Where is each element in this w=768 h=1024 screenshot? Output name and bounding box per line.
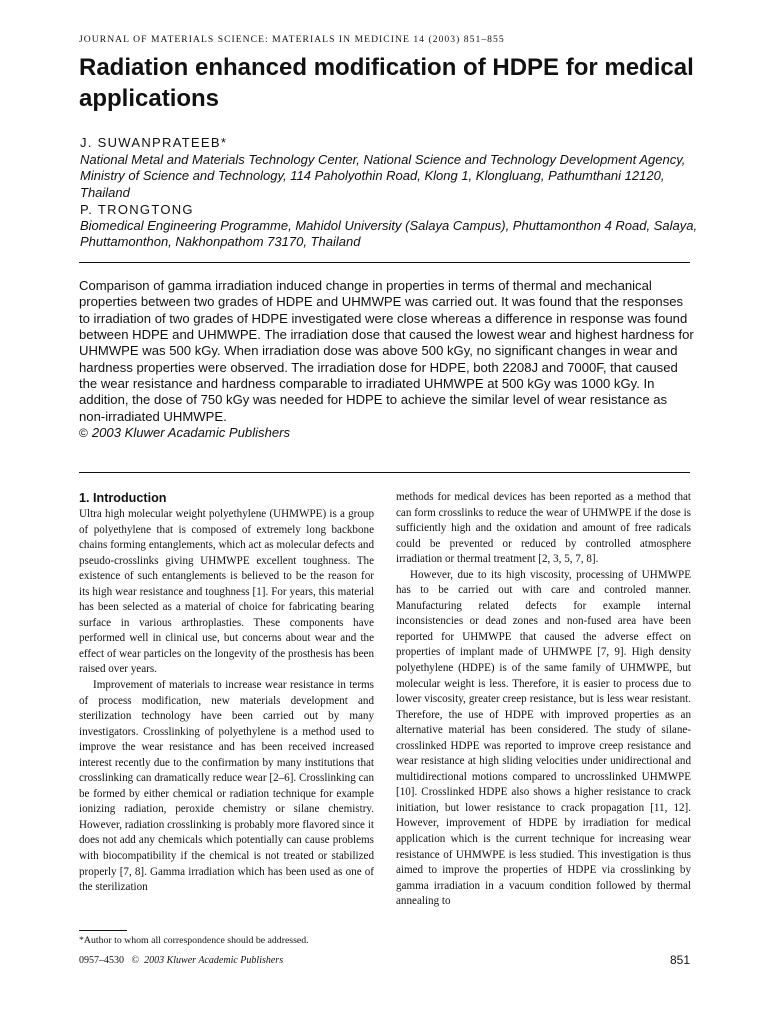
abstract-copyright-text: 2003 Kluwer Acadamic Publishers xyxy=(91,425,291,441)
footnote-rule xyxy=(79,930,127,931)
abstract-bottom-rule xyxy=(79,472,690,473)
abstract-text: Comparison of gamma irradiation induced change in properties in terms of thermal and mechanical properties between two grades of HDPE and UHMWPE was carried out. It was found that the responses to irradiation of two grades of HDPE investigated were close whereas a difference in response was found between HDPE and UHMWPE. The irradiation dose that caused the lowest wear and highest hardness for UHMWPE was 500 kGy. When irradiation dose was above 500 kGy, no significant changes in wear and hardness properties were observed. The irradiation dose for HDPE, both 2208J and 7000F, that caused the wear resistance and hardness comparable to irradiated UHMWPE at 500 kGy was 1000 kGy. In addition, the dose of 750 kGy was needed for HDPE to achieve the similar level of wear resistance as non-irradiated UHMWPE. xyxy=(79,278,694,424)
author-affiliation: Biomedical Engineering Programme, Mahidol University (Salaya Campus), Phuttamonthon 4 Road, Salaya, Phuttamonthon, Nakhonpathom 73170, Thailand xyxy=(80,218,698,250)
journal-header: JOURNAL OF MATERIALS SCIENCE: MATERIALS IN MEDICINE 14 (2003) 851–855 xyxy=(79,34,505,45)
left-column xyxy=(79,490,374,896)
issn: 0957–4530 xyxy=(79,955,124,966)
footnote: *Author to whom all correspondence should be addressed. xyxy=(79,935,309,946)
author-name: P. TRONGTONG xyxy=(80,202,194,217)
copyright-icon: © xyxy=(131,955,140,966)
abstract-top-rule xyxy=(79,262,690,263)
copyright-icon: © xyxy=(79,426,88,441)
paragraph: Improvement of materials to increase wear resistance in terms of process modification, new materials development and sterilization technology have been carried out by many investigators. Crosslinking of polyethylene is a method used to improve the wear resistance and has been received increased interest recently due to the confirmation by many institutions that crosslinking can dramatically reduce wear [2–6]. Crosslinking can be formed by either chemical or radiation technique for example ionizing radiation, peroxide chemistry or silane chemistry. However, radiation crosslinking is probably more flavored since it does not add any chemicals which potentially can cause problems with biocompatibility if the chemical is not treated or stabilized properly [7, 8]. Gamma irradiation which has been used as one of the sterilization xyxy=(79,679,374,894)
section-heading: 1. Introduction xyxy=(79,491,167,505)
paragraph: Ultra high molecular weight polyethylene (UHMWPE) is a group of polyethylene that is composed of extremely long backbone chains forming entanglements, which act as molecular defects and pseudo-crosslinks giving UHMWPE excellent toughness. The existence of such entanglements is believed to be the reason for its high wear resistance and toughness [1]. For years, this material has been selected as a material of choice for fabricating bearing surface in various arthroplasties. These components have performed well in clinical use, but concerns about wear and the effect of wear particles on the longevity of the prosthesis has been raised over years. xyxy=(79,508,374,676)
author-name: J. SUWANPRATEEB* xyxy=(80,135,228,150)
paper-title: Radiation enhanced modification of HDPE for medical applications xyxy=(79,54,694,112)
footer-publication-info xyxy=(79,955,283,966)
author-affiliation: National Metal and Materials Technology Center, National Science and Technology Development Agency, Ministry of Science and Technology, 114 Paholyothin Road, Klong 1, Klongluang, Pathumthani 12120, Thailand xyxy=(80,152,686,200)
footer-publisher: 2003 Kluwer Academic Publishers xyxy=(144,955,284,966)
paragraph: methods for medical devices has been reported as a method that can form crosslinks to reduce the wear of UHMWPE if the dose is sufficiently high and the oxidation and amount of free radicals could be prevented or reduced by controlled atmosphere irradiation or thermal treatment [2, 3, 5, 7, 8]. xyxy=(396,491,691,566)
page-number: 851 xyxy=(669,953,690,967)
abstract xyxy=(79,278,694,441)
paragraph: However, due to its high viscosity, processing of UHMWPE has to be carried out with care and controled manner. Manufacturing related defects for example internal inconsistencies or dead zones and non-fused area have been reported for UHMWPE that caused the adverse effect on properties of implant made of UHMWPE [7, 9]. High density polyethylene (HDPE) is of the same family of UHMWPE, but molecular weight is less. Therefore, it is easier to process due to lower viscosity, greater creep resistance, but is less wear resistant. Therefore, the use of HDPE with improved properties as an alternative material has been considered. The study of silane-crosslinked HDPE was reported to improve creep resistance and wear resistance at high sliding velocities under unidirectional and multidirectional motions compared to uncrosslinked UHMWPE [10]. Crosslinked HDPE also shows a higher resistance to crack initiation, but lower resistance to crack propagation [11, 12]. However, improvement of HDPE by irradiation for medical application which is the current technique for increasing wear resistance of UHMWPE is less studied. This investigation is thus aimed to improve the properties of HDPE via crosslinking by gamma irradiation in a vacuum condition followed by thermal annealing to xyxy=(396,568,691,908)
abstract-copyright xyxy=(79,425,694,441)
right-column xyxy=(396,490,691,910)
